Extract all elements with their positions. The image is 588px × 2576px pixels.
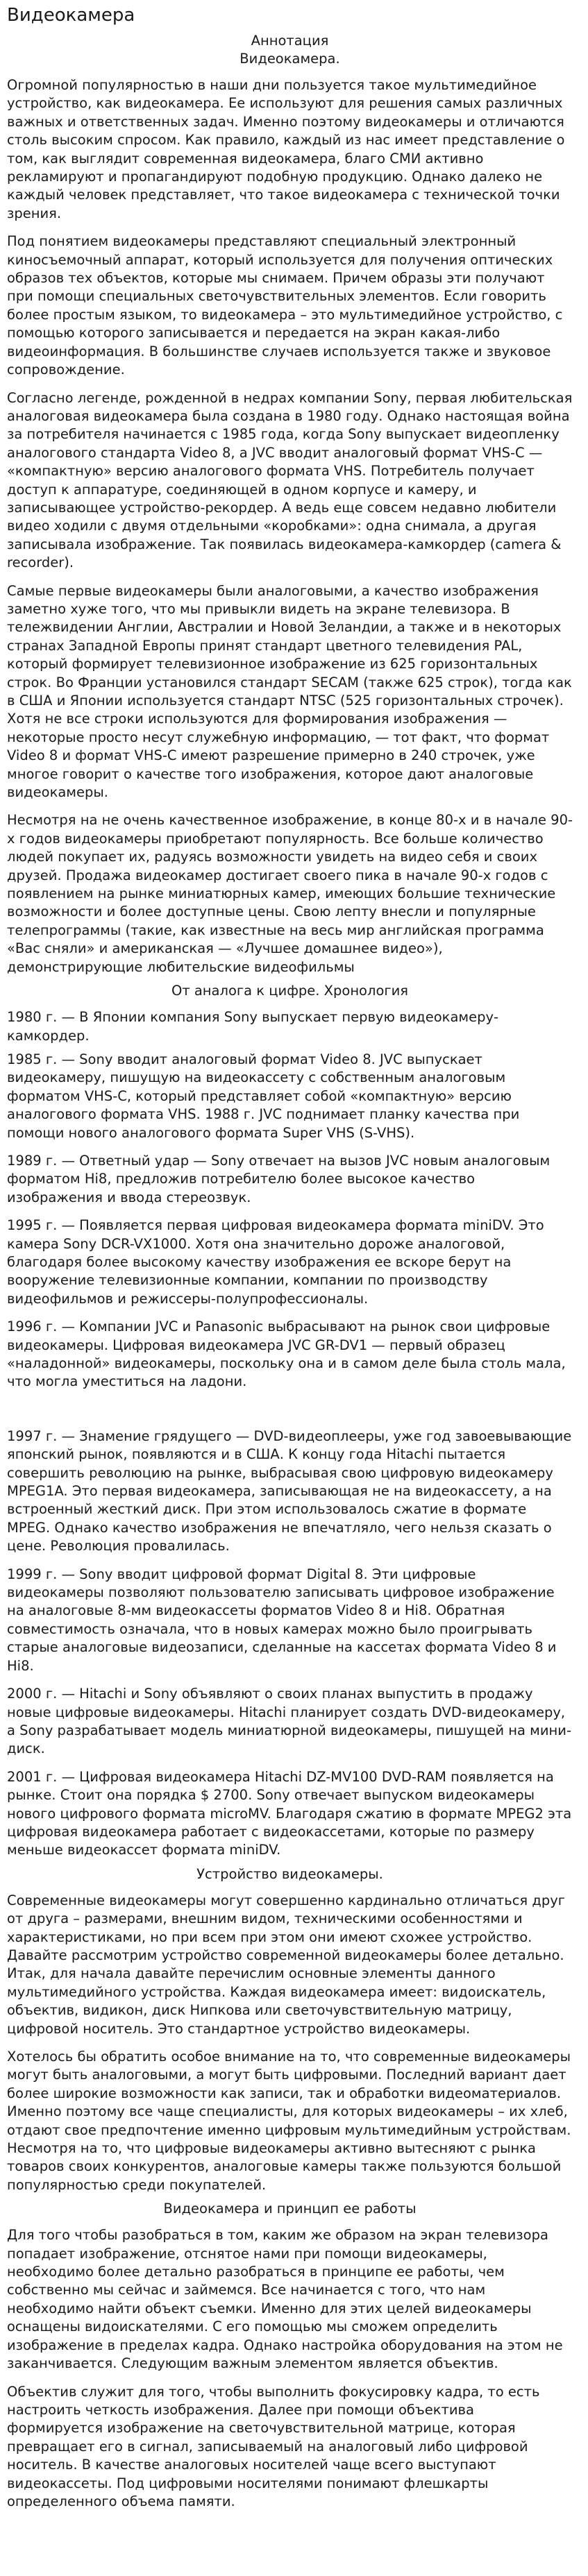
chronology-entry: 1995 г. — Появляется первая цифровая видеокамера формата miniDV. Это камера Sony DCR-VX1000. Хотя она значительно дороже аналоговой, благодаря более высокому качеству изображения ее вскоре берут на вооружение телевизионные компании, компании по производству видеофильмов и режиссеры-полупрофессионалы. <box>7 1217 544 1307</box>
structure-heading: Устройство видеокамеры. <box>196 1865 383 1882</box>
annotation-heading: Аннотация <box>251 33 329 49</box>
chronology-entry: 1997 г. — Знамение грядущего — DVD-видеоплееры, уже год завоевывающие японский рынок, появляются и в США. К концу года Hitachi пытается совершить революцию на рынке, выбрасывая свою цифровую видеокамеру MPEG1A. Это первая видеокамера, записывающая не на видеокассету, а на встроенный жесткий диск. При этом использовалось сжатие в формате MPEG. Однако качество изображения не впечатляло, чего нельзя сказать о цене. Революция провалилась. <box>7 1427 572 1554</box>
chronology-entry: 1996 г. — Компании JVC и Panasonic выбрасывают на рынок свои цифровые видеокамеры. Цифровая видеокамера JVC GR-DV1 — первый образец «наладонной» видеокамеры, поскольку она и в самом деле была столь мала, что могла уместиться на ладони. <box>7 1319 566 1390</box>
structure-paragraph: Хотелось бы обратить особое внимание на то, что современные видеокамеры могут быть аналоговыми, а могут быть цифровыми. Последний вариант дает более широкие возможности как записи, так и обработки видеоматериалов. Именно поэтому все чаще специалисты, для которых видеокамеры – их хлеб, отдают свое предпочтение именно цифровым мультимедийным устройствам. Несмотря на то, что цифровые видеокамеры активно вытесняют с рынка товаров своих конкурентов, аналоговые камеры также пользуются большой популярностью среди покупателей. <box>7 2049 571 2193</box>
intro-paragraph: Согласно легенде, рожденной в недрах компании Sony, первая любительская аналоговая видеокамера была создана в 1980 году. Однако настоящая война за потребителя начинается с 1985 года, когда Sony выпускает видеопленку аналогового стандарта Video 8, а JVC вводит аналоговый формат VHS-C — «компактную» версию аналогового формата VHS. Потребитель получает доступ к аппаратуре, соединяющей в одном корпусе и камеру, и записывающее устройство-рекордер. А ведь еще совсем недавно любители видео ходили с двумя отдельными «коробками»: одна снимала, а другая записывала изображение. Так появилась видеокамера-камкордер (camera & recorder). <box>7 389 573 571</box>
chronology-entry: 1980 г. — В Японии компания Sony выпускает первую видеокамеру-камкордер. <box>7 1009 499 1044</box>
principle-paragraph: Для того чтобы разобраться в том, каким же образом на экран телевизора попадает изображение, отснятое нами при помощи видеокамеры, необходимо более детально разобраться в принципе ее работы, чем собственно мы сейчас и займемся. Все начинается с того, что нам необходимо найти объект съемки. Именно для этих целей видеокамеры оснащены видоискателями. С его помощью мы сможем определить изображение в пределах кадра. Однако настройка оборудования на этом не заканчивается. Следующим важным элементом является объектив. <box>7 2227 563 2372</box>
chronology-heading: От аналога к цифре. Хронология <box>171 983 409 999</box>
document-title: Видеокамера <box>7 5 135 26</box>
principle-paragraph: Объектив служит для того, чтобы выполнить фокусировку кадра, то есть настроить четкость изображения. Далее при помощи объектива формируется изображение на светочувствительной матрице, которая превращает его в сигнал, записываемый на аналоговый либо цифровой носитель. В качестве аналоговых носителей чаще всего выступают видеокассеты. Под цифровыми носителями понимают флешкарты определенного объема памяти. <box>7 2383 540 2509</box>
chronology-entry: 1985 г. — Sony вводит аналоговый формат Video 8. JVC выпускает видеокамеру, пишущую на видеокассету с собственным аналоговым форматом VHS-C, который представляет собой «компактную» версию аналогового формата VHS. 1988 г. JVC поднимает планку качества при помощи нового аналогового формата Super VHS (S-VHS). <box>7 1051 520 1141</box>
intro-paragraph: Несмотря на не очень качественное изображение, в конце 80-х и в начале 90-х годов видеокамеры приобретают популярность. Все больше количество людей покупает их, радуясь возможности увидеть на видео себя и своих друзей. Продажа видеокамер достигает своего пика в начале 90-х годов с появлением на рынке миниатюрных камер, имеющих большие технические возможности и более доступные цены. Свою лепту внесли и популярные телепрограммы (такие, как известные на весь мир английская программа «Вас сняли» и американская — «Лучшее домашнее видео»), демонстрирующие любительские видеофильмы <box>7 812 573 975</box>
document-content <box>7 32 573 2511</box>
document-subtitle: Видеокамера. <box>240 51 340 67</box>
intro-paragraph: Под понятием видеокамеры представляют специальный электронный киносъемочный аппарат, который используется для получения оптических образов тех объектов, которые мы снимаем. Причем образы эти получают при помощи специальных светочувствительных элементов. Если говорить более простым языком, то видеокамера – это мультимедийное устройство, с помощью которого записывается и передается на экран какая-либо видеоинформация. В большинстве случаев используется также и звуковое сопровождение. <box>7 233 563 378</box>
blank-spacer <box>7 1401 573 1427</box>
chronology-entry: 1989 г. — Ответный удар — Sony отвечает на вызов JVC новым аналоговым форматом Hi8, предложив потребителю более высокое качество изображения и ввода стереозвук. <box>7 1152 551 1205</box>
chronology-entry: 2000 г. — Hitachi и Sony объявляют о своих планах выпустить в продажу новые цифровые видеокамеры. Hitachi планирует создать DVD-видеокамеру, а Sony разрабатывает модель миниатюрной видеокамеры, пишущей на мини-диск. <box>7 1686 572 1757</box>
intro-paragraph: Самые первые видеокамеры были аналоговыми, а качество изображения заметно хуже того, что мы привыкли видеть на экране телевизора. В тележвидении Англии, Австралии и Новой Зеландии, а также и в некоторых странах Западной Европы принят стандарт цветного телевидения PAL, который формирует телевизионное изображение из 625 горизонтальных строк. Во Франции установился стандарт SECAM (также 625 строк), тогда как в США и Японии используется стандарт NTSC (525 горизонтальных строчек). Хотя не все строки используются для формирования изображения — некоторые просто несут служебную информацию, — тот факт, что формат Video 8 и формат VHS-C имеют разрешение примерно в 240 строчек, уже многое говорит о качестве того изображения, которое дают аналоговые видеокамеры. <box>7 582 572 801</box>
chronology-entry: 2001 г. — Цифровая видеокамера Hitachi DZ-MV100 DVD-RAM появляется на рынке. Стоит она порядка $ 2700. Sony отвечает выпуском видеокамеры нового цифрового формата microMV. Благодаря сжатию в формате MPEG2 эта цифровая видеокамера работает с видеокассетами, которые по размеру меньше видеокассет формата miniDV. <box>7 1768 572 1858</box>
chronology-entry: 1999 г. — Sony вводит цифровой формат Digital 8. Эти цифровые видеокамеры позволяют пользователю записывать цифровое изображение на аналоговые 8-мм видеокассеты форматов Video 8 и Hi8. Обратная совместимость означала, что в новых камерах можно было проигрывать старые аналоговые видеозаписи, сделанные на кассетах формата Video 8 и Hi8. <box>7 1566 557 1674</box>
structure-paragraph: Современные видеокамеры могут совершенно кардинально отличаться друг от друга – размерами, внешним видом, техническими особенностями и характеристиками, но при всем при этом они имеют схожее устройство. Давайте рассмотрим устройство современной видеокамеры более детально. Итак, для начала давайте перечислим основные элементы данного мультимедийного устройства. Каждая видеокамера имеет: видоискатель, объектив, видикон, диск Нипкова или светочувствительную матрицу, цифровой носитель. Это стандартное устройство видеокамеры. <box>7 1892 566 2037</box>
principle-heading: Видеокамера и принцип ее работы <box>163 2201 417 2217</box>
intro-paragraph: Огромной популярностью в наши дни пользуется такое мультимедийное устройство, как видеокамера. Ее используют для решения самых различных важных и ответственных задач. Именно поэтому видеокамеры и отличаются столь высоким спросом. Как правило, каждый из нас имеет представление о том, как выглядит современная видеокамера, благо СМИ активно рекламируют и пропагандируют подобную продукцию. Однако далеко не каждый человек представляет, что такое видеокамера с технической точки зрения. <box>7 77 565 221</box>
